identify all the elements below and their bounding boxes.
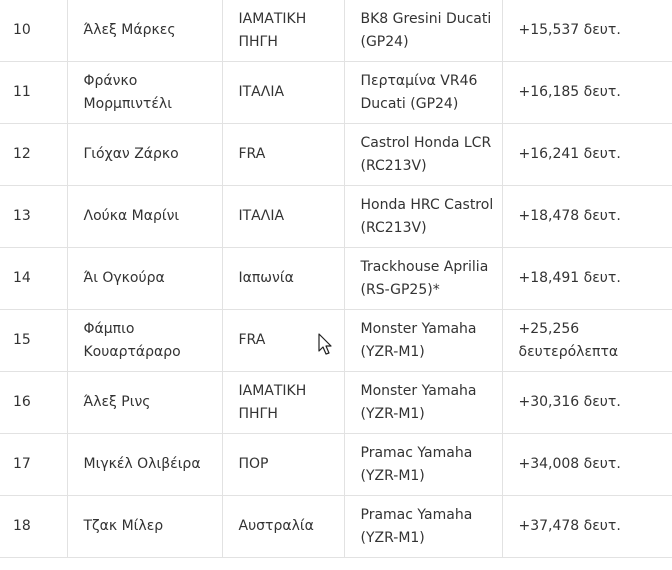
table-row	[0, 248, 672, 310]
position-cell: 10	[0, 0, 67, 62]
nation-cell: FRA	[222, 124, 344, 186]
rider-cell: Λούκα Μαρίνι	[67, 186, 222, 248]
position-cell: 18	[0, 496, 67, 558]
rider-cell: Τζακ Μίλερ	[67, 496, 222, 558]
nation-cell: Αυστραλία	[222, 496, 344, 558]
gap-cell: +18,478 δευτ.	[502, 186, 672, 248]
position-cell: 14	[0, 248, 67, 310]
table-row	[0, 62, 672, 124]
position-cell: 12	[0, 124, 67, 186]
nation-cell: ΠΟΡ	[222, 434, 344, 496]
position-cell: 16	[0, 372, 67, 434]
nation-cell: ΙΤΑΛΙΑ	[222, 186, 344, 248]
rider-cell: Άλεξ Μάρκες	[67, 0, 222, 62]
table-row	[0, 186, 672, 248]
table-row	[0, 0, 672, 62]
rider-cell: Μιγκέλ Ολιβέιρα	[67, 434, 222, 496]
team-cell: Castrol Honda LCR (RC213V)	[344, 124, 502, 186]
gap-cell: +15,537 δευτ.	[502, 0, 672, 62]
team-cell: Pramac Yamaha (YZR-M1)	[344, 434, 502, 496]
table-row	[0, 372, 672, 434]
team-cell: Monster Yamaha (YZR-M1)	[344, 310, 502, 372]
team-cell: Pramac Yamaha (YZR-M1)	[344, 496, 502, 558]
nation-cell: Ιαπωνία	[222, 248, 344, 310]
rider-cell: Φάμπιο Κουαρτάραρο	[67, 310, 222, 372]
gap-cell: +18,491 δευτ.	[502, 248, 672, 310]
table-row	[0, 434, 672, 496]
nation-cell: ΙΤΑΛΙΑ	[222, 62, 344, 124]
rider-cell: Άλεξ Ρινς	[67, 372, 222, 434]
table-row	[0, 310, 672, 372]
table-row	[0, 124, 672, 186]
nation-cell: ΙΑΜΑΤΙΚΗ ΠΗΓΗ	[222, 372, 344, 434]
nation-cell: FRA	[222, 310, 344, 372]
team-cell: BK8 Gresini Ducati (GP24)	[344, 0, 502, 62]
team-cell: Trackhouse Aprilia (RS-GP25)*	[344, 248, 502, 310]
position-cell: 11	[0, 62, 67, 124]
team-cell: Περταμίνα VR46 Ducati (GP24)	[344, 62, 502, 124]
table-row	[0, 496, 672, 558]
position-cell: 13	[0, 186, 67, 248]
gap-cell: +16,185 δευτ.	[502, 62, 672, 124]
rider-cell: Φράνκο Μορμπιντέλι	[67, 62, 222, 124]
team-cell: Monster Yamaha (YZR-M1)	[344, 372, 502, 434]
position-cell: 17	[0, 434, 67, 496]
gap-cell: +34,008 δευτ.	[502, 434, 672, 496]
gap-cell: +16,241 δευτ.	[502, 124, 672, 186]
rider-cell: Γιόχαν Ζάρκο	[67, 124, 222, 186]
position-cell: 15	[0, 310, 67, 372]
rider-cell: Άι Ογκούρα	[67, 248, 222, 310]
nation-cell: ΙΑΜΑΤΙΚΗ ΠΗΓΗ	[222, 0, 344, 62]
gap-cell: +30,316 δευτ.	[502, 372, 672, 434]
gap-cell: +25,256 δευτερόλεπτα	[502, 310, 672, 372]
gap-cell: +37,478 δευτ.	[502, 496, 672, 558]
team-cell: Honda HRC Castrol (RC213V)	[344, 186, 502, 248]
